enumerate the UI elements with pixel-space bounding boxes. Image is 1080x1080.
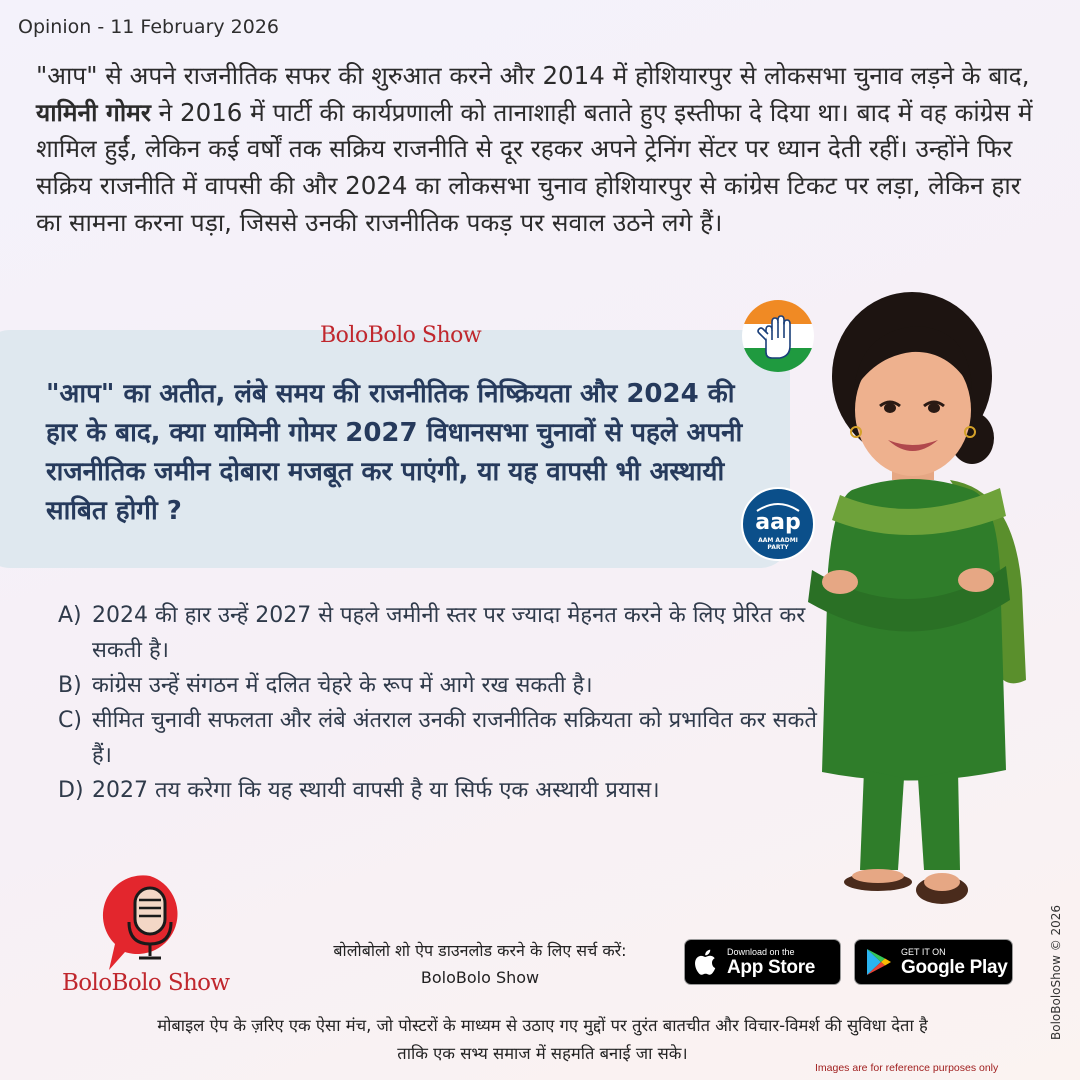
woman-illustration-icon bbox=[800, 290, 1040, 915]
intro-text-part2: ने 2016 में पार्टी की कार्यप्रणाली को तानाशाही बताते हुए इस्तीफा दे दिया था। बाद में वह कांग्रेस में शामिल हुईं, लेकिन कई वर्षों तक सक्रिय राजनीति से दूर रहकर अपने ट्रेनिंग सेंटर पर ध्यान देती रहीं। उन्होंने फिर सक्रिय राजनीति में वापसी की और 2024 का लोकसभा चुनाव होशियारपुर से कांग्रेस टिकट पर लड़ा, लेकिन हार का सामना करना पड़ा, जिससे उनकी राजनीतिक पकड़ पर सवाल उठने लगे हैं। bbox=[36, 97, 1033, 237]
image-disclaimer: Images are for reference purposes only bbox=[815, 1062, 999, 1074]
option-d-key: D) bbox=[58, 778, 84, 803]
option-a[interactable] bbox=[58, 598, 818, 668]
option-b-text: कांग्रेस उन्हें संगठन में दलित चेहरे के रूप में आगे रख सकती है। bbox=[92, 673, 593, 698]
google-play-big-label: Google Play bbox=[901, 956, 1008, 978]
option-a-text: 2024 की हार उन्हें 2027 से पहले जमीनी स्तर पर ज्यादा मेहनत करने के लिए प्रेरित कर सकती है। bbox=[92, 603, 806, 663]
option-a-key: A) bbox=[58, 603, 82, 628]
date-line: Opinion - 11 February 2026 bbox=[18, 16, 280, 38]
google-play-small-label: GET IT ON bbox=[901, 946, 946, 957]
option-c-text: सीमित चुनावी सफलता और लंबे अंतराल उनकी राजनीतिक सक्रियता को प्रभावित कर सकते हैं। bbox=[92, 708, 817, 768]
app-store-button[interactable] bbox=[684, 939, 841, 985]
option-b-key: B) bbox=[58, 673, 82, 698]
person-name-bold: यामिनी गोमर bbox=[36, 97, 151, 127]
microphone-icon bbox=[95, 872, 205, 976]
google-play-button[interactable] bbox=[854, 939, 1013, 985]
bolobolo-logo bbox=[95, 872, 205, 976]
intro-text-part1: "आप" से अपने राजनीतिक सफर की शुरुआत करने और 2014 में होशियारपुर से लोकसभा चुनाव लड़ने के बाद, bbox=[36, 61, 1030, 90]
google-play-icon bbox=[865, 947, 893, 977]
option-d[interactable] bbox=[58, 773, 818, 808]
watermark-label: BoloBolo Show bbox=[320, 323, 482, 348]
apple-icon bbox=[695, 948, 719, 976]
download-cta-text: बोलोबोलो शो ऐप डाउनलोड करने के लिए सर्च करें: bbox=[333, 941, 627, 960]
politician-caricature bbox=[800, 290, 1040, 915]
app-store-big-label: App Store bbox=[727, 956, 816, 978]
footer-line-1: मोबाइल ऐप के ज़रिए एक ऐसा मंच, जो पोस्टरों के माध्यम से उठाए गए मुद्दों पर तुरंत बातचीत और विचार-विमर्श की सुविधा देता है bbox=[157, 1016, 928, 1035]
copyright-credit: BoloBoloShow © 2026 bbox=[1049, 904, 1063, 1040]
poll-options bbox=[58, 598, 818, 808]
aap-logo-line2: PARTY bbox=[767, 544, 789, 551]
footer-line-2: ताकि एक सभ्य समाज में सहमति बनाई जा सके। bbox=[397, 1044, 688, 1063]
option-d-text: 2027 तय करेगा कि यह स्थायी वापसी है या सिर्फ एक अस्थायी प्रयास। bbox=[92, 778, 660, 803]
app-store-small-label: Download on the bbox=[727, 946, 795, 957]
option-c[interactable] bbox=[58, 703, 818, 773]
intro-paragraph bbox=[36, 58, 1046, 242]
footer-tagline bbox=[30, 1012, 1055, 1068]
poll-question: "आप" का अतीत, लंबे समय की राजनीतिक निष्क्रियता और 2024 की हार के बाद, क्या यामिनी गोमर 2027 विधानसभा चुनावों से पहले अपनी राजनीतिक जमीन दोबारा मजबूत कर पाएंगी, या यह वापसी भी अस्थायी साबित होगी ? bbox=[46, 379, 743, 526]
brand-name: BoloBolo Show bbox=[62, 970, 230, 996]
option-c-key: C) bbox=[58, 708, 82, 733]
aap-logo-line1: AAM AADMI bbox=[758, 537, 798, 544]
download-app-name: BoloBolo Show bbox=[420, 968, 540, 987]
aap-logo-word: aap bbox=[755, 510, 801, 535]
option-b[interactable] bbox=[58, 668, 818, 703]
download-cta bbox=[280, 937, 680, 991]
